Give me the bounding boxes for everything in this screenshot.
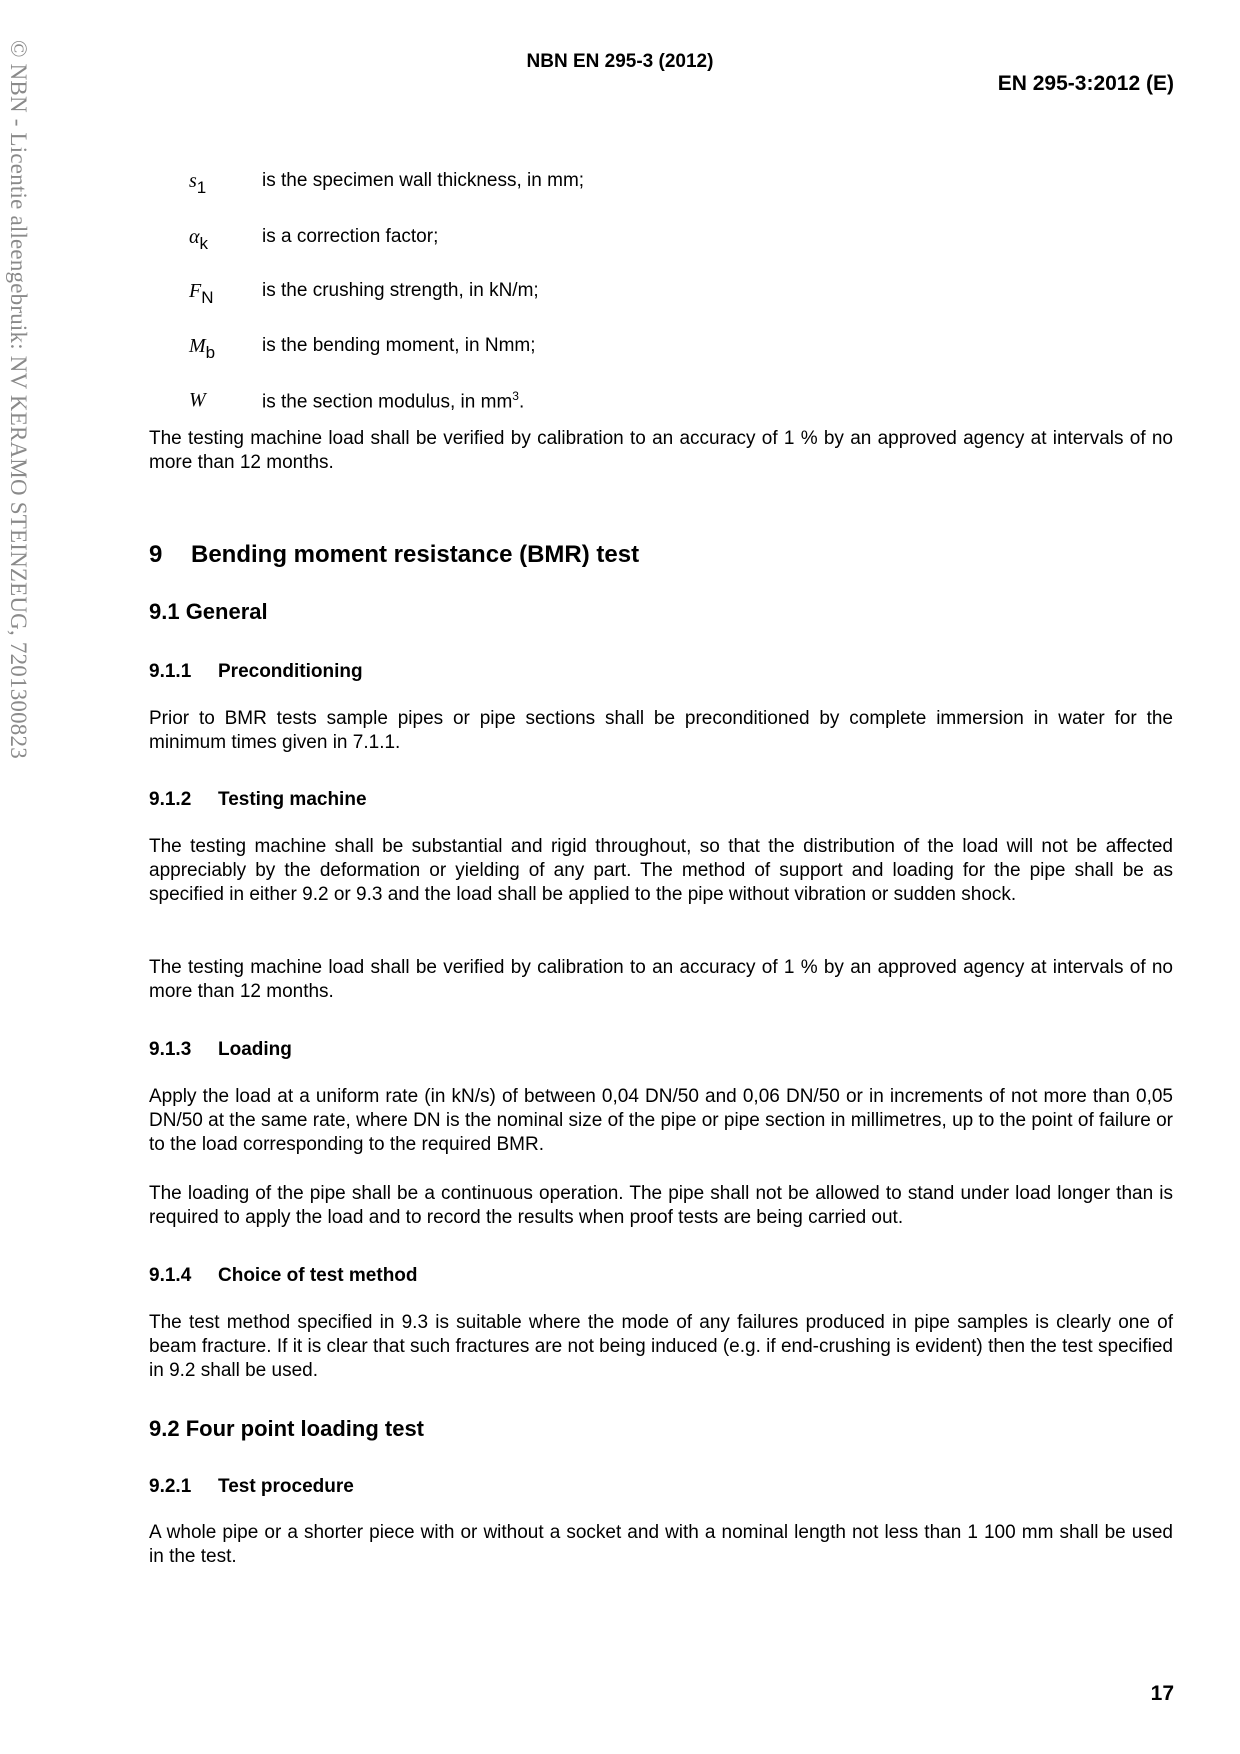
choice-of-method-paragraph: The test method specified in 9.3 is suitable where the mode of any failures produced in pipe samples is clearly one of beam fracture. If it is clear that such fractures are not being induced (e.g. if end-crushing is evident) then the test specified in 9.2 shall be used. [149,1312,1173,1381]
section-heading-9-1-4: 9.1.4 Choice of test method [149,1265,418,1286]
header-standard-code: NBN EN 295-3 (2012) [526,51,714,72]
symbol-description: is the crushing strength, in kN/m; [262,280,539,301]
license-watermark: © NBN - Licentie alleengebruik: NV KERAMO STEINZEUG, 7201300823 [6,40,31,759]
symbol-definition [189,170,1089,200]
calibration-paragraph: The testing machine load shall be verified by calibration to an accuracy of 1 % by an approved agency at intervals of no more than 12 months. [149,428,1173,473]
section-heading-9-2-1: 9.2.1 Test procedure [149,1476,354,1497]
section-heading-9-2: 9.2 Four point loading test [149,1416,424,1441]
symbol-definition [189,335,1089,365]
testing-machine-paragraph: The testing machine shall be substantial and rigid throughout, so that the distribution of the load will not be affected appreciably by the deformation or yielding of any part. The method of support and loading for the pipe shall be as specified in either 9.2 or 9.3 and the load shall be applied to the pipe without vibration or sudden shock. [149,836,1173,905]
page-number: 17 [1150,1682,1174,1705]
header-document-id: EN 295-3:2012 (E) [997,72,1174,95]
symbol-description: is the section modulus, in $mm^3$. [262,389,525,413]
symbol-description: is the bending moment, in Nmm; [262,335,536,356]
symbol-definition [189,226,1089,256]
symbol-definition [189,280,1089,310]
symbol: W [189,389,206,411]
testing-machine-calibration-paragraph: The testing machine load shall be verified by calibration to an accuracy of 1 % by an approved agency at intervals of no more than 12 months. [149,957,1173,1002]
symbol-definition [189,389,1089,419]
section-heading-9-1-3: 9.1.3 Loading [149,1039,292,1060]
section-heading-9-1-2: 9.1.2 Testing machine [149,789,367,810]
symbol-description: is a correction factor; [262,226,439,247]
test-procedure-paragraph: A whole pipe or a shorter piece with or without a socket and with a nominal length not less than 1 100 mm shall be used in the test. [149,1522,1173,1567]
symbol: $F_N$ [189,280,214,307]
section-heading-9-1: 9.1 General [149,599,268,624]
symbol-description: is the specimen wall thickness, in mm; [262,170,585,191]
symbol: $s_1$ [189,170,207,197]
section-heading-9-1-1: 9.1.1 Preconditioning [149,661,363,682]
section-heading-9: 9 Bending moment resistance (BMR) test [149,541,640,568]
loading-continuous-paragraph: The loading of the pipe shall be a continuous operation. The pipe shall not be allowed to stand under load longer than is required to apply the load and to record the results when proof tests are being carried out. [149,1183,1173,1228]
loading-paragraph: Apply the load at a uniform rate (in kN/s) of between 0,04 DN/50 and 0,06 DN/50 or in increments of not more than 0,05 DN/50 at the same rate, where DN is the nominal size of the pipe or pipe section in millimetres, up to the point of failure or to the load corresponding to the required BMR. [149,1086,1173,1155]
symbol: $\alpha_k$ [189,226,208,253]
symbol: $M_b$ [189,335,216,362]
preconditioning-paragraph: Prior to BMR tests sample pipes or pipe sections shall be preconditioned by complete immersion in water for the minimum times given in 7.1.1. [149,708,1173,753]
